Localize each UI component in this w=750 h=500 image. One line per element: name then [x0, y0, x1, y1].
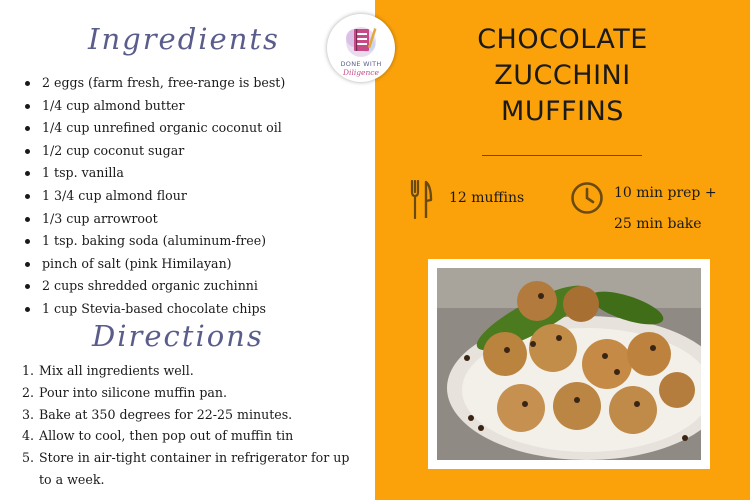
directions-list [22, 360, 357, 491]
step-number: 5. [22, 450, 35, 466]
list-item [22, 117, 362, 140]
step-number: 1. [22, 363, 35, 378]
bullet-icon [25, 239, 30, 244]
list-item [22, 230, 362, 253]
title-line: ZUCCHINI [494, 60, 631, 91]
list-item [22, 404, 357, 426]
list-item [22, 382, 357, 404]
list-item [22, 72, 362, 95]
step-text: Allow to cool, then pop out of muffin tin [39, 428, 294, 444]
step-text: Bake at 350 degrees for 22-25 minutes. [39, 406, 293, 422]
bullet-icon [25, 284, 30, 289]
ingredient-text: 1 tsp. vanilla [42, 165, 124, 181]
ingredient-text: 2 cups shredded organic zuchinni [42, 278, 258, 294]
list-item [22, 208, 362, 231]
bullet-icon [25, 194, 30, 199]
title-line: CHOCOLATE [477, 24, 648, 55]
ingredient-text: 1/4 cup almond butter [42, 97, 185, 113]
muffins-photo [437, 268, 701, 460]
list-item [22, 185, 362, 208]
step-text: Pour into silicone muffin pan. [39, 384, 228, 400]
bullet-icon [25, 149, 30, 154]
ingredient-text: 1 cup Stevia-based chocolate chips [42, 300, 266, 316]
bullet-icon [25, 307, 30, 312]
bullet-icon [25, 126, 30, 131]
ingredient-text: 2 eggs (farm fresh, free-range is best) [42, 75, 286, 90]
logo-line2: Diligence [343, 68, 379, 77]
step-number: 3. [22, 406, 35, 422]
title-line: MUFFINS [501, 96, 624, 127]
ingredient-text: pinch of salt (pink Himilayan) [42, 255, 232, 271]
logo-line1: DONE WITH [340, 60, 382, 68]
ingredient-text: 1/2 cup coconut sugar [42, 142, 185, 158]
list-item [22, 140, 362, 163]
step-number: 2. [22, 384, 35, 400]
list-item [22, 253, 362, 276]
directions-heading: Directions [92, 319, 264, 353]
ingredients-list [22, 72, 362, 321]
bullet-icon [25, 262, 30, 267]
list-item [22, 162, 362, 185]
recipe-title [375, 22, 750, 130]
list-item [22, 95, 362, 118]
bullet-icon [25, 171, 30, 176]
ingredient-text: 1 3/4 cup almond flour [42, 187, 187, 203]
step-text: Store in air-tight container in refrigerator for up to a week. [39, 450, 350, 487]
ingredient-text: 1/3 cup arrowroot [42, 210, 158, 226]
ingredient-text: 1 tsp. baking soda (aluminum-free) [42, 233, 267, 249]
clock-icon [570, 181, 604, 215]
list-item [22, 298, 362, 321]
step-text: Mix all ingredients well. [39, 363, 194, 378]
list-item [22, 360, 357, 382]
list-item [22, 425, 357, 447]
bullet-icon [25, 217, 30, 222]
ingredients-heading: Ingredients [88, 22, 280, 56]
title-divider [482, 155, 642, 156]
list-item [22, 275, 362, 298]
bullet-icon [25, 81, 30, 86]
bake-time-text: 25 min bake [614, 216, 702, 232]
list-item [22, 447, 357, 491]
yield-text: 12 muffins [449, 190, 525, 206]
step-number: 4. [22, 428, 35, 444]
ingredient-text: 1/4 cup unrefined organic coconut oil [42, 120, 282, 136]
brand-logo [327, 14, 395, 82]
fork-knife-icon [409, 180, 433, 220]
prep-time-text: 10 min prep + [614, 185, 717, 201]
bullet-icon [25, 104, 30, 109]
